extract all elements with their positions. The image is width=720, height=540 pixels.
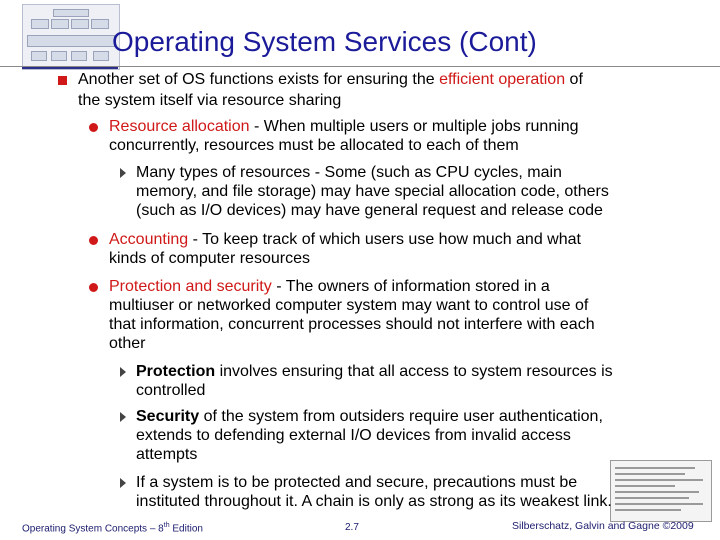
os-services-diagram-thumbnail <box>22 4 120 70</box>
screenshot-thumbnail <box>610 460 712 522</box>
slide-title: Operating System Services (Cont) <box>112 26 537 57</box>
resource-line-1 <box>109 117 579 136</box>
circle-bullet-icon <box>89 123 98 132</box>
intro-suffix: of <box>565 71 583 88</box>
sub-security-line-2: extends to defending external I/O devices from invalid access <box>136 427 571 444</box>
resource-line-2: concurrently, resources must be allocated to each of them <box>109 137 519 154</box>
arrow-bullet-icon <box>120 478 126 488</box>
protection-text: The owners of information stored in a <box>285 278 550 295</box>
intro-line-1 <box>78 70 583 89</box>
accounting-sep: - <box>188 231 203 248</box>
sub-security-text: of the system from outsiders require user authentication, <box>199 408 603 425</box>
protection-line-2: multiuser or networked computer system may want to control use of <box>109 297 589 314</box>
protection-line-3: that information, concurrent processes should not interfere with each <box>109 316 595 333</box>
accounting-term: Accounting <box>109 231 189 248</box>
resource-sub-line-1: Many types of resources - Some (such as CPU cycles, main <box>136 164 562 181</box>
sub-protection-line-1 <box>136 362 613 381</box>
footer-edition-text: Edition <box>169 523 203 535</box>
protection-line-1 <box>109 277 550 296</box>
intro-line-2: the system itself via resource sharing <box>78 92 342 109</box>
resource-term: Resource allocation <box>109 118 250 135</box>
arrow-bullet-icon <box>120 367 126 377</box>
resource-sub-line-2: memory, and file storage) may have special allocation code, others <box>136 183 609 200</box>
sub-security-line-3: attempts <box>136 446 198 463</box>
protection-term: Protection and security <box>109 278 272 295</box>
footer-edition-sup: th <box>163 522 170 529</box>
accounting-line-1 <box>109 230 581 249</box>
circle-bullet-icon <box>89 283 98 292</box>
intro-highlight: efficient operation <box>439 71 566 88</box>
accounting-line-2: kinds of computer resources <box>109 250 310 267</box>
protection-sep: - <box>271 278 286 295</box>
sub-chain-line-2: instituted throughout it. A chain is only as strong as its weakest link. <box>136 493 612 510</box>
sub-protection-text: involves ensuring that all access to system resources is <box>215 363 613 380</box>
intro-text: Another set of OS functions exists for ensuring the <box>78 71 440 88</box>
footer-book-title-text: Operating System Concepts – 8 <box>22 523 164 535</box>
arrow-bullet-icon <box>120 168 126 178</box>
sub-security-term: Security <box>136 408 200 425</box>
footer-page-number: 2.7 <box>345 522 359 533</box>
square-bullet-icon <box>58 76 67 85</box>
sub-protection-term: Protection <box>136 363 216 380</box>
sub-chain-line-1: If a system is to be protected and secure, precautions must be <box>136 474 578 491</box>
footer-authors: Silberschatz, Galvin and Gagne ©2009 <box>512 520 694 532</box>
sub-protection-line-2: controlled <box>136 382 206 399</box>
resource-sub-line-3: (such as I/O devices) may have general request and release code <box>136 202 603 219</box>
protection-line-4: other <box>109 335 146 352</box>
accounting-text: To keep track of which users use how much and what <box>202 231 581 248</box>
circle-bullet-icon <box>89 236 98 245</box>
resource-sep: - <box>249 118 264 135</box>
sub-security-line-1 <box>136 407 603 426</box>
title-divider <box>0 66 720 67</box>
arrow-bullet-icon <box>120 412 126 422</box>
resource-text: When multiple users or multiple jobs running <box>263 118 579 135</box>
footer-book-title <box>22 522 203 534</box>
